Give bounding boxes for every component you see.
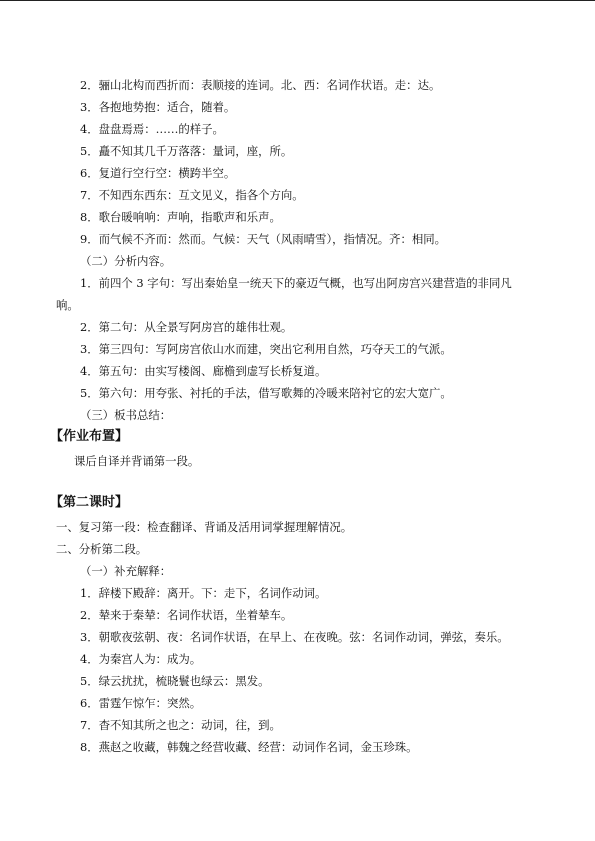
note-line: 2．骊山北构而西折而：表顺接的连词。北、西：名词作状语。走：达。 — [80, 78, 441, 92]
note-line: 9．而气候不齐而：然而。气候：天气（风雨晴雪），指情况。齐：相同。 — [80, 232, 447, 246]
homework-text: 课后自译并背诵第一段。 — [74, 454, 200, 468]
supplement-note: 4．为秦宫人为：成为。 — [80, 652, 202, 666]
top-border-line — [0, 0, 595, 1]
note-line: 3．各抱地势抱：适合，随着。 — [80, 100, 236, 114]
supplement-note: 3．朝歌夜弦朝、夜：名词作状语，在早上、在夜晚。弦：名词作动词，弹弦，奏乐。 — [80, 630, 509, 644]
board-summary: （三）板书总结： — [80, 408, 172, 422]
lesson-step: 二、分析第二段。 — [56, 542, 148, 556]
note-line: 8．歌台暖响响：声响，指歌声和乐声。 — [80, 210, 281, 224]
analysis-item: 3．第三四句：写阿房宫依山水而建，突出它利用自然，巧夺天工的气派。 — [80, 342, 452, 356]
supplement-note: 1．辞楼下殿辞：离开。下：走下，名词作动词。 — [80, 586, 327, 600]
homework-heading: 【作业布置】 — [50, 429, 129, 444]
lesson2-heading: 【第二课时】 — [50, 495, 129, 510]
supplement-note: 2．辇来于秦辇：名词作状语，坐着辇车。 — [80, 608, 293, 622]
supplement-note: 7．杳不知其所之也之：动词，往，到。 — [80, 718, 281, 732]
analysis-item: 4．第五句：由实写楼阁、廊檐到虚写长桥复道。 — [80, 364, 327, 378]
supplement-note: 5．绿云扰扰，梳晓鬟也绿云：黑发。 — [80, 674, 270, 688]
note-line: 5．矗不知其几千万落落：量词，座，所。 — [80, 144, 293, 158]
lesson-step: 一、复习第一段：检查翻译、背诵及活用词掌握理解情况。 — [56, 520, 353, 534]
analysis-heading: （二）分析内容。 — [80, 254, 172, 268]
note-line: 4．盘盘焉焉：……的样子。 — [80, 122, 224, 136]
supplement-note: 6．雷霆乍惊乍：突然。 — [80, 696, 202, 710]
analysis-item: 2．第二句：从全景写阿房宫的雄伟壮观。 — [80, 320, 293, 334]
analysis-item: 1．前四个 3 字句：写出秦始皇一统天下的豪迈气概，也写出阿房宫兴建营造的非同凡 — [80, 276, 512, 290]
analysis-item: 5．第六句：用夸张、衬托的手法，借写歌舞的冷暖来陪衬它的宏大宽广。 — [80, 386, 452, 400]
supplement-heading: （一）补充解释： — [80, 564, 172, 578]
supplement-note: 8．燕赵之收藏，韩魏之经营收藏、经营：动词作名词，金玉珍珠。 — [80, 740, 418, 754]
note-line: 6．复道行空行空：横跨半空。 — [80, 166, 236, 180]
analysis-item-continuation: 响。 — [56, 298, 79, 312]
note-line: 7．不知西东西东：互文见义，指各个方向。 — [80, 188, 304, 202]
